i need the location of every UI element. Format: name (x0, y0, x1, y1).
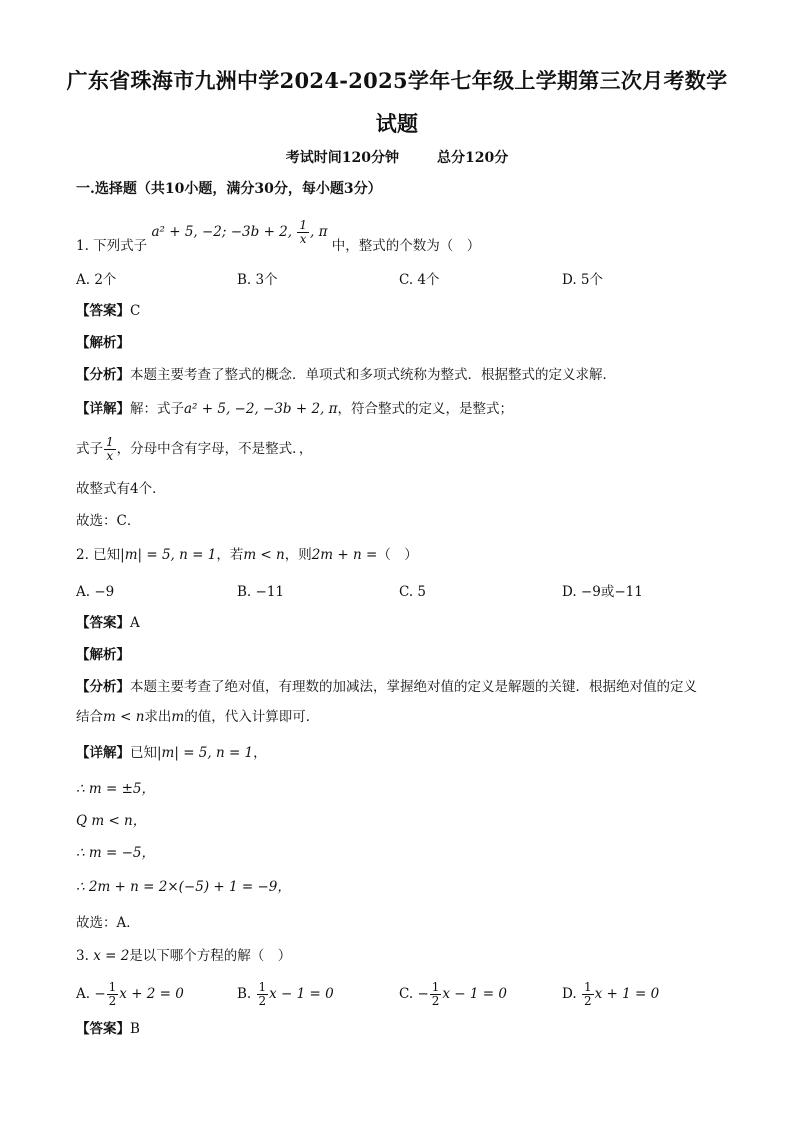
q2-fenxi-1 (76, 677, 697, 697)
q1-detail1-suffix: ，符合整式的定义，是整式； (337, 401, 513, 417)
q2-stem-expr1: |m| = 5, n = 1 (120, 547, 217, 563)
q2-stem-expr3: 2m + n = (311, 547, 378, 563)
q3-frac-num: 1 (583, 980, 592, 994)
q1-detail2-prefix: 式子 (76, 441, 103, 457)
q1-stem (76, 218, 481, 260)
q1-stem-prefix: 1. 下列式子 (76, 238, 148, 254)
q2-fenxi2-prefix: 结合 (76, 709, 103, 725)
q1-detail2-frac-num: 1 (106, 435, 114, 449)
q1-detail-2 (76, 436, 312, 463)
q1-detail2-frac-den: x (106, 449, 114, 463)
q1-expr-tail: , π (309, 224, 328, 240)
detail-label: 【详解】 (76, 401, 130, 417)
q3-option-fraction (430, 981, 442, 1008)
q2-option-a: A. −9 (76, 584, 115, 600)
q3-option-c (399, 981, 507, 1008)
q1-option-a: A. 2个 (76, 272, 117, 288)
q2-option-b: B. −11 (237, 584, 284, 600)
q2-step-1: ∴ m = ±5， (76, 781, 155, 797)
q3-stem (76, 946, 291, 966)
q1-option-b: B. 3个 (237, 272, 278, 288)
q2-step-4: ∴ 2m + n = 2×(−5) + 1 = −9， (76, 879, 291, 895)
document-title: 广东省珠海市九洲中学2024-2025学年七年级上学期第三次月考数学 (66, 68, 728, 93)
q2-fenxi2-suffix: 的值，代入计算即可． (184, 709, 320, 725)
q2-stem-expr2: m < n (243, 547, 285, 563)
fenxi-label: 【分析】 (76, 367, 130, 383)
q1-fenxi (76, 365, 616, 385)
answer-label: 【答案】 (76, 1021, 130, 1037)
q2-step-3: ∴ m = −5， (76, 845, 155, 861)
q3-option-fraction (107, 981, 119, 1008)
q3-option-sign: − (417, 986, 429, 1002)
answer-label: 【答案】 (76, 615, 130, 631)
q3-option-d (562, 981, 659, 1008)
total-score: 总分120分 (437, 150, 509, 166)
q1-stem-suffix: 中，整式的个数为（ ） (331, 238, 481, 254)
q3-frac-num: 1 (431, 980, 440, 994)
q2-detail-prefix: 已知 (130, 745, 157, 761)
q3-answer (76, 1019, 140, 1039)
q1-option-d: D. 5个 (562, 272, 604, 288)
q2-stem-suffix: （ ） (377, 547, 418, 563)
q2-option-c: C. 5 (399, 584, 427, 600)
q3-frac-num: 1 (258, 980, 267, 994)
q3-option-tail: x + 2 = 0 (119, 986, 184, 1002)
q1-answer-value: C (130, 303, 141, 319)
q1-detail2-suffix: ，分母中含有字母，不是整式．， (116, 441, 313, 457)
document-title-cont: 试题 (375, 111, 419, 136)
q3-option-tail: x − 1 = 0 (442, 986, 507, 1002)
q3-option-fraction (582, 981, 594, 1008)
q3-option-letter: A. (76, 986, 91, 1002)
q2-fenxi-2 (76, 707, 319, 727)
q3-frac-den: 2 (258, 994, 267, 1008)
q2-fenxi2-var: m (171, 709, 185, 725)
q1-frac-den: x (299, 232, 307, 246)
q3-option-fraction (257, 981, 269, 1008)
q2-detail-expr: |m| = 5, n = 1 (157, 745, 254, 761)
q3-frac-den: 2 (583, 994, 592, 1008)
q2-stem (76, 545, 418, 565)
fenxi-label: 【分析】 (76, 679, 130, 695)
q3-answer-value: B (130, 1021, 140, 1037)
q2-stem-prefix: 2. 已知 (76, 547, 121, 563)
exam-meta (0, 147, 794, 167)
q1-fenxi-text: 本题主要考查了整式的概念．单项式和多项式统称为整式．根据整式的定义求解． (130, 367, 616, 383)
q1-detail1-prefix: 解：式子 (130, 401, 184, 417)
answer-label: 【答案】 (76, 303, 130, 319)
q1-option-c: C. 4个 (399, 272, 440, 288)
q1-frac-num: 1 (299, 218, 307, 232)
q3-stem-prefix: 3. (76, 948, 89, 964)
q1-answer (76, 301, 140, 321)
q3-stem-suffix: 是以下哪个方程的解（ ） (129, 948, 292, 964)
q1-detail-3: 故整式有4个． (76, 481, 166, 497)
exam-time: 考试时间120分钟 (285, 150, 399, 166)
q2-stem-mid2: ，则 (284, 547, 312, 563)
q3-option-a (76, 981, 184, 1008)
q3-option-letter: D. (562, 986, 577, 1002)
detail-label: 【详解】 (76, 745, 130, 761)
q2-detail (76, 743, 267, 763)
q3-option-tail: x − 1 = 0 (269, 986, 334, 1002)
q2-option-d: D. −9或−11 (562, 584, 643, 600)
q2-conclusion: 故选：A． (76, 915, 140, 931)
q3-frac-den: 2 (108, 994, 117, 1008)
q2-fenxi-text: 本题主要考查了绝对值，有理数的加减法，掌握绝对值的定义是解题的关键．根据绝对值的定义 (130, 679, 697, 695)
q1-fraction (297, 219, 309, 246)
q3-option-sign: − (94, 986, 106, 1002)
q3-frac-num: 1 (108, 980, 117, 994)
q3-stem-expr: x = 2 (93, 948, 130, 964)
q1-detail1-expr: a² + 5, −2, −3b + 2, π (184, 401, 338, 417)
q1-detail-1 (76, 399, 513, 419)
q1-conclusion: 故选：C． (76, 513, 141, 529)
q1-analysis-label: 【解析】 (76, 335, 130, 351)
q3-option-letter: C. (399, 986, 414, 1002)
q1-expression (151, 218, 328, 246)
q1-expr: a² + 5, −2; −3b + 2, (151, 224, 297, 240)
q1-detail2-fraction (104, 436, 116, 463)
q3-frac-den: 2 (431, 994, 440, 1008)
q2-fenxi2-expr: m < n (103, 709, 145, 725)
q2-detail-suffix: ， (253, 745, 267, 761)
q2-answer-value: A (130, 615, 140, 631)
q2-step-2: Q m < n， (76, 813, 147, 829)
section-title: 一.选择题（共10小题，满分30分，每小题3分） (76, 181, 382, 197)
q3-option-b (237, 981, 334, 1008)
q2-stem-mid: ，若 (216, 547, 244, 563)
q2-fenxi2-mid: 求出 (144, 709, 172, 725)
q2-analysis-label: 【解析】 (76, 647, 130, 663)
q3-option-tail: x + 1 = 0 (594, 986, 660, 1002)
q3-option-letter: B. (237, 986, 252, 1002)
q2-answer (76, 613, 140, 633)
